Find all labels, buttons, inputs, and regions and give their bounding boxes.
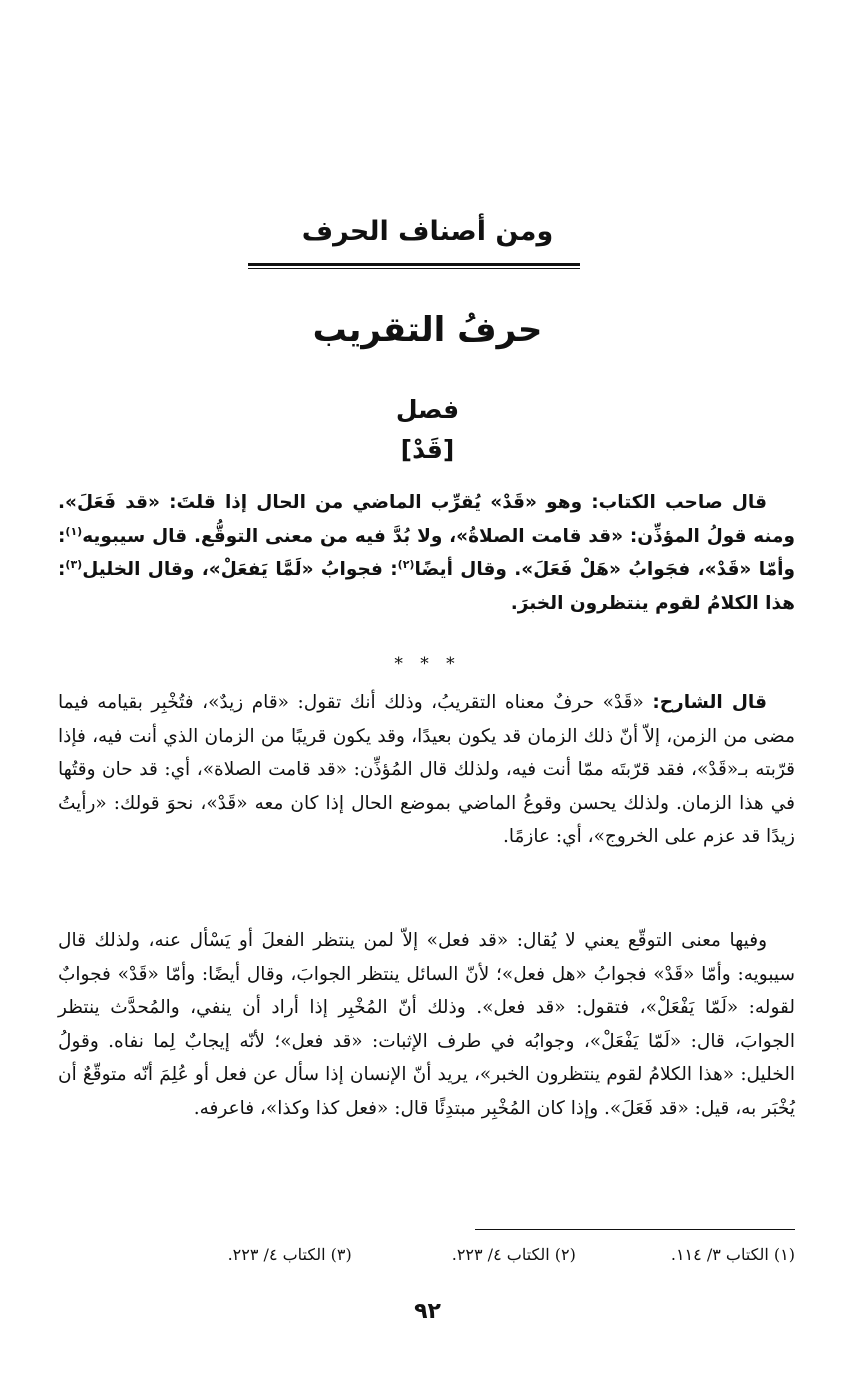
footnote-ref-2: (٢) bbox=[397, 557, 415, 571]
sharh-paragraph-2 bbox=[58, 924, 795, 1125]
page-number: ٩٢ bbox=[414, 1299, 441, 1324]
fasl-heading: فصل bbox=[395, 395, 460, 424]
footnote-ref-3: (٣) bbox=[65, 557, 83, 571]
title-double-rule bbox=[248, 263, 580, 269]
matn-paragraph bbox=[58, 486, 795, 620]
sharh-text-2: وفيها معنى التوقّع يعني لا يُقال: «قد فعل» إلاّ لمن ينتظر الفعلَ أو يَسْأل عنه، ولذلك قال سيبويه: وأمّا «قَدْ» فجوابُ «هل فعل»؛ لأنّ السائل ينتظر الجوابَ، وقال أيضًا: وأمّا «قَدْ» فجوابٌ لقوله: «لَمّا يَفْعَلْ»، فتقول: «قد فعل». وذلك أنّ المُخْبِر إذا أراد أن ينفي، والمُحدَّث ينتظر الجوابَ، قال: «لَمّا يَفْعَلْ»، وجوابُه في طرف الإثبات: «قد فعل»؛ لأنّه إيجابٌ لِما نفاه. وقولُ الخليل: «هذا الكلامُ لقوم ينتظرون الخبر»، يريد أنّ الإنسان إذا سأل عن فعل أو عُلِمَ أنّه متوقّعٌ أن يُخْبَر به، قيل: «قد فَعَلَ». وإذا كان المُخْبِر مبتدِئًا قال: «فعل كذا وكذا»، فاعرفه. bbox=[58, 930, 795, 1119]
footnote-3: (٣) الكتاب ٤/ ٢٢٣. bbox=[227, 1245, 352, 1264]
section-separator: * * * bbox=[394, 654, 461, 674]
footnote-divider bbox=[475, 1229, 795, 1230]
matn-text-part2: : وأمّا «قَدْ»، فجَوابُ «هَلْ فَعَلَ». وقال أيضًا bbox=[58, 525, 795, 580]
footnote-1: (١) الكتاب ٣/ ١١٤. bbox=[670, 1245, 795, 1264]
sharh-text-1: «قَدْ» حرفٌ معناه التقريبُ، وذلك أنك تقول: «قام زيدٌ»، فتُخْبِر بقيامه فيما مضى من الزمن، إلاّ أنّ ذلك الزمان قد يكون بعيدًا، وقد يكون قريبًا من الزمان الذي أنت فيه، فإذا قرّبته بـ«قَدْ»، فقد قرّبتَه ممّا أنت فيه، ولذلك قال المُؤذِّن: «قد قامت الصلاة»، أي: قد حان وقتُها في هذا الزمان. ولذلك يحسن وقوعُ الماضي بموضع الحال إذا كان معه «قَدْ»، نحوَ قولك: «رأيتُ زيدًا قد عزم على الخروج»، أي: عازمًا. bbox=[58, 692, 795, 847]
matn-text-part3: : فجوابُ «لَمَّا يَفعَلْ»، وقال الخليل bbox=[82, 559, 398, 580]
footnote-ref-1: (١) bbox=[65, 524, 83, 538]
sharh-lead: قال الشارح: bbox=[652, 692, 767, 713]
footnote-2: (٢) الكتاب ٤/ ٢٢٣. bbox=[451, 1245, 576, 1264]
footnote-spacer bbox=[352, 1240, 452, 1270]
chapter-title: حرفُ التقريب bbox=[312, 310, 543, 350]
footnote-spacer bbox=[576, 1240, 671, 1270]
matn-text-part4: : هذا الكلامُ لقوم ينتظرون الخبرَ. bbox=[58, 559, 795, 614]
section-title: ومن أصناف الحرف bbox=[301, 216, 554, 247]
sharh-paragraph-1 bbox=[58, 686, 795, 854]
fasl-subheading: [قَدْ] bbox=[400, 435, 455, 464]
footnotes bbox=[58, 1240, 795, 1270]
matn-text-part1: قال صاحب الكتاب: وهو «قَدْ» يُقرِّب الماضي من الحال إذا قلتَ: «قد فَعَلَ». ومنه قولُ المؤذِّن: «قد قامت الصلاةُ»، ولا بُدَّ فيه من معنى التوقُّع. قال سيبويه bbox=[58, 492, 795, 547]
